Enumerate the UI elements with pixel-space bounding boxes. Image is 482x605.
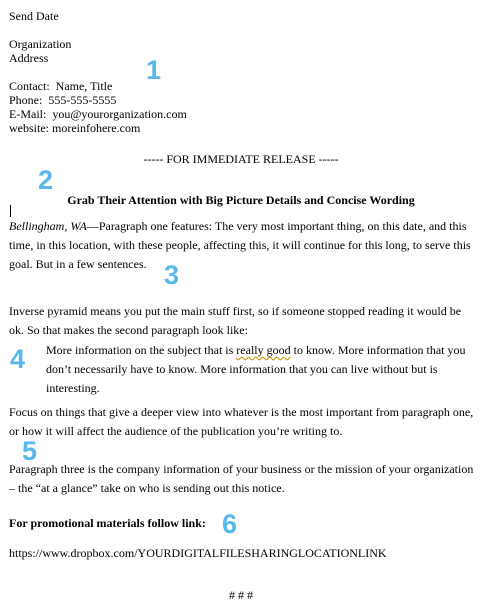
marker-6: 6 xyxy=(222,509,238,539)
indented-paragraph xyxy=(46,341,474,398)
indented-text-start: More information on the subject that is xyxy=(46,343,237,357)
organization: Organization xyxy=(9,37,72,51)
marker-2: 2 xyxy=(38,165,54,195)
text-cursor xyxy=(10,205,11,217)
promo-label: For promotional materials follow link: xyxy=(9,516,206,530)
marker-5: 5 xyxy=(22,436,38,466)
release-line: ----- FOR IMMEDIATE RELEASE ----- xyxy=(143,152,339,166)
paragraph-one xyxy=(9,217,475,274)
paragraph-four: Paragraph three is the company information of your business or the mission of your organization – the “at a glance” take on who is sending out this notice. xyxy=(9,462,474,495)
indented-text-end: to know. More information that you don’t necessarily have to know. More information that you can live without but is interesting. xyxy=(46,343,466,395)
paragraph-two: Inverse pyramid means you put the main stuff first, so if someone stopped reading it would be ok. So that makes the second paragraph look like: xyxy=(9,304,462,337)
marker-4: 4 xyxy=(10,344,26,374)
promo-link[interactable]: https://www.dropbox.com/YOURDIGITALFILESHARINGLOCATIONLINK xyxy=(9,546,387,560)
end-mark: # # # xyxy=(229,588,253,602)
phone-line: Phone: 555-555-5555 xyxy=(9,93,117,107)
send-date: Send Date xyxy=(9,9,59,23)
marker-1: 1 xyxy=(146,55,162,85)
spelling-flag: really good xyxy=(236,343,291,357)
headline: Grab Their Attention with Big Picture Details and Concise Wording xyxy=(67,193,415,207)
email-line: E-Mail: you@yourorganization.com xyxy=(9,107,187,121)
address: Address xyxy=(9,51,49,65)
paragraph-three: Focus on things that give a deeper view into whatever is the most important from paragraph one, or how it will affect the audience of the publication you’re writing to. xyxy=(9,405,474,438)
marker-3: 3 xyxy=(164,260,180,290)
website-line: website: moreinfohere.com xyxy=(9,121,141,135)
paragraph-one-body: —Paragraph one features: The very most important thing, on this date, and this time, in this location, with these people, affecting this, it will continue for this long, to serve this goal. But in a few sentences. xyxy=(9,219,471,271)
dateline: Bellingham, WA xyxy=(9,219,87,233)
contact-line: Contact: Name, Title xyxy=(9,79,113,93)
